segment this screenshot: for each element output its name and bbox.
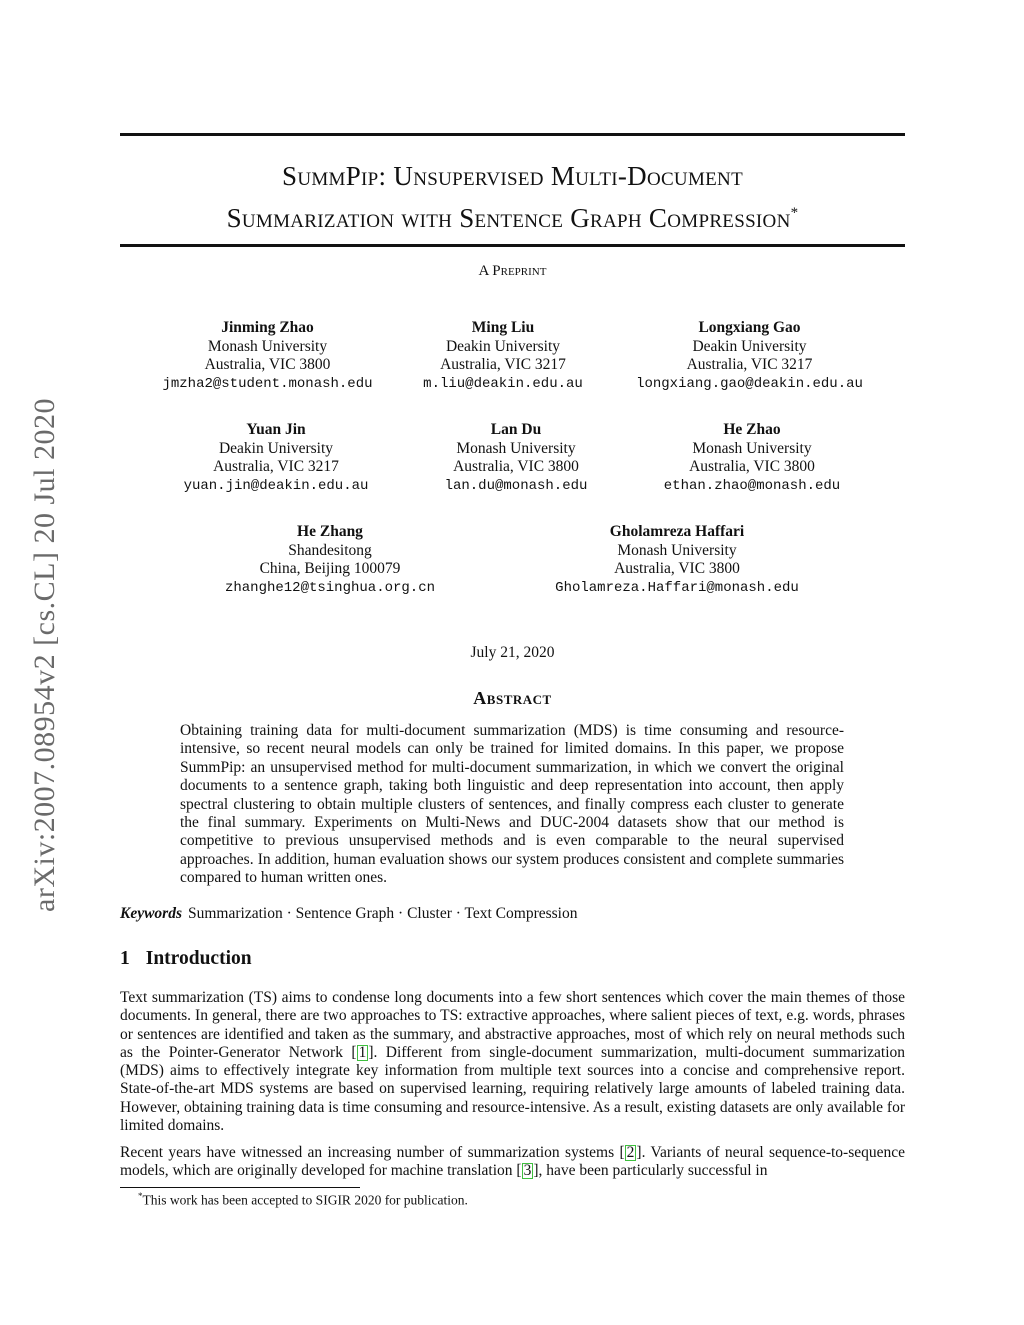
author-affiliation: Monash University xyxy=(456,439,576,457)
author-email[interactable]: zhanghe12@tsinghua.org.cn xyxy=(224,579,436,596)
author-block xyxy=(408,319,598,393)
author-name: Lan Du xyxy=(490,421,542,438)
author-location: Australia, VIC 3800 xyxy=(689,458,815,475)
title-line-1: SummPip: Unsupervised Multi-Document xyxy=(282,161,743,191)
publication-date: July 21, 2020 xyxy=(470,644,555,661)
footnote-mark: * xyxy=(138,1191,143,1201)
author-block xyxy=(538,523,816,597)
author-affiliation: Deakin University xyxy=(218,439,334,457)
author-location: Australia, VIC 3217 xyxy=(686,356,813,373)
abstract-text: Obtaining training data for multi-document summarization (MDS) is time consuming and resource-intensive, so recent neural models can only be trained for limited domains. In this paper, we propose SummPip: an unsupervised method for multi-document summarization, in which we convert the original documents to a sentence graph, taking both linguistic and deep representation into account, then apply spectral clustering to obtain multiple clusters of sentences, and finally compress each cluster to generate the final summary. Experiments on Multi-News and DUC-2004 datasets show that our method is competitive to previous unsupervised methods and is even comparable to the neural supervised approaches. In addition, human evaluation shows our system produces consistent and complete summaries compared to human written ones. xyxy=(180,722,844,887)
author-block xyxy=(647,421,857,495)
author-block xyxy=(205,523,455,597)
author-name: Longxiang Gao xyxy=(698,319,801,336)
section-heading-introduction xyxy=(120,948,252,970)
author-block xyxy=(426,421,606,495)
intro-paragraph-1: Text summarization (TS) aims to condense long documents into a few short sentences which cover the main themes of those documents. In general, there are two approaches to TS: extractive approaches, where salient pieces of text, e.g. words, phrases or sentences are identified and taken as the summary, and abstractive approaches, most of which rely on neural methods such as the Pointer-Generator Network [ 1 ]. Different from single-document summarization, multi-document summarization (MDS) aims to effectively integrate key information from multiple text sources into a concise and comprehensive report. State-of-the-art MDS systems are based on supervised learning, requiring relatively large amounts of labeled training data. However, obtaining training data is time consuming and resource-intensive. As a result, existing datasets are only available for limited domains. xyxy=(120,989,905,1135)
section-title: Introduction xyxy=(145,948,252,969)
arxiv-sidebar xyxy=(30,365,60,945)
citation-link[interactable]: 1 xyxy=(358,1043,367,1061)
author-name: Ming Liu xyxy=(471,319,535,336)
section-number: 1 xyxy=(120,948,130,969)
title-bottom-rule xyxy=(120,244,905,247)
author-block xyxy=(622,319,877,393)
author-affiliation: Monash University xyxy=(617,541,737,559)
author-affiliation: Monash University xyxy=(207,337,328,355)
author-location: Australia, VIC 3800 xyxy=(204,356,331,373)
author-email[interactable]: jmzha2@student.monash.edu xyxy=(162,375,373,392)
author-location: Australia, VIC 3800 xyxy=(453,458,579,475)
author-name: He Zhang xyxy=(297,523,363,540)
footnote-rule xyxy=(120,1187,360,1188)
author-block xyxy=(145,319,390,393)
author-affiliation: Monash University xyxy=(692,439,812,457)
author-email[interactable]: yuan.jin@deakin.edu.au xyxy=(183,477,369,494)
author-email[interactable]: m.liu@deakin.edu.au xyxy=(423,375,583,392)
author-name: Gholamreza Haffari xyxy=(609,523,745,540)
author-name: Yuan Jin xyxy=(246,421,306,438)
author-name: He Zhao xyxy=(723,421,781,438)
author-email[interactable]: Gholamreza.Haffari@monash.edu xyxy=(555,579,799,596)
arxiv-identifier: arXiv:2007.08954v2 [cs.CL] 20 Jul 2020 xyxy=(28,398,61,912)
paper-title xyxy=(120,158,905,237)
title-line-2: Summarization with Sentence Graph Compression* xyxy=(226,203,799,233)
preprint-label: A Preprint xyxy=(478,263,547,279)
author-location: Australia, VIC 3217 xyxy=(213,458,339,475)
author-name: Jinming Zhao xyxy=(221,319,314,336)
footnote-text: This work has been accepted to SIGIR 2020 for publication. xyxy=(142,1192,468,1208)
author-block xyxy=(166,421,386,495)
keywords-label: Keywords xyxy=(120,905,182,922)
intro-paragraph-2: Recent years have witnessed an increasing number of summarization systems [ 2 ]. Variants of neural sequence-to-sequence models, which are originally developed for machine translation [ 3 ], have been particularly successful in xyxy=(120,1144,906,1180)
keywords-line xyxy=(120,905,905,923)
citation-link[interactable]: 3 xyxy=(523,1162,532,1180)
author-affiliation: Deakin University xyxy=(445,337,561,355)
author-email[interactable]: ethan.zhao@monash.edu xyxy=(663,477,841,494)
citation-link[interactable]: 2 xyxy=(626,1144,635,1161)
title-top-rule xyxy=(120,133,905,136)
abstract-heading: Abstract xyxy=(473,688,552,708)
author-location: Australia, VIC 3217 xyxy=(440,356,566,373)
author-location: Australia, VIC 3800 xyxy=(614,560,740,577)
author-affiliation: Shandesitong xyxy=(288,541,372,559)
footnote xyxy=(138,1191,468,1209)
author-email[interactable]: lan.du@monash.edu xyxy=(444,477,588,494)
author-affiliation: Deakin University xyxy=(692,337,807,355)
author-location: China, Beijing 100079 xyxy=(259,560,401,577)
title-footnote-mark: * xyxy=(790,205,799,221)
keywords-list: Summarization · Sentence Graph · Cluster · Text Compression xyxy=(188,905,578,922)
author-email[interactable]: longxiang.gao@deakin.edu.au xyxy=(636,375,863,392)
